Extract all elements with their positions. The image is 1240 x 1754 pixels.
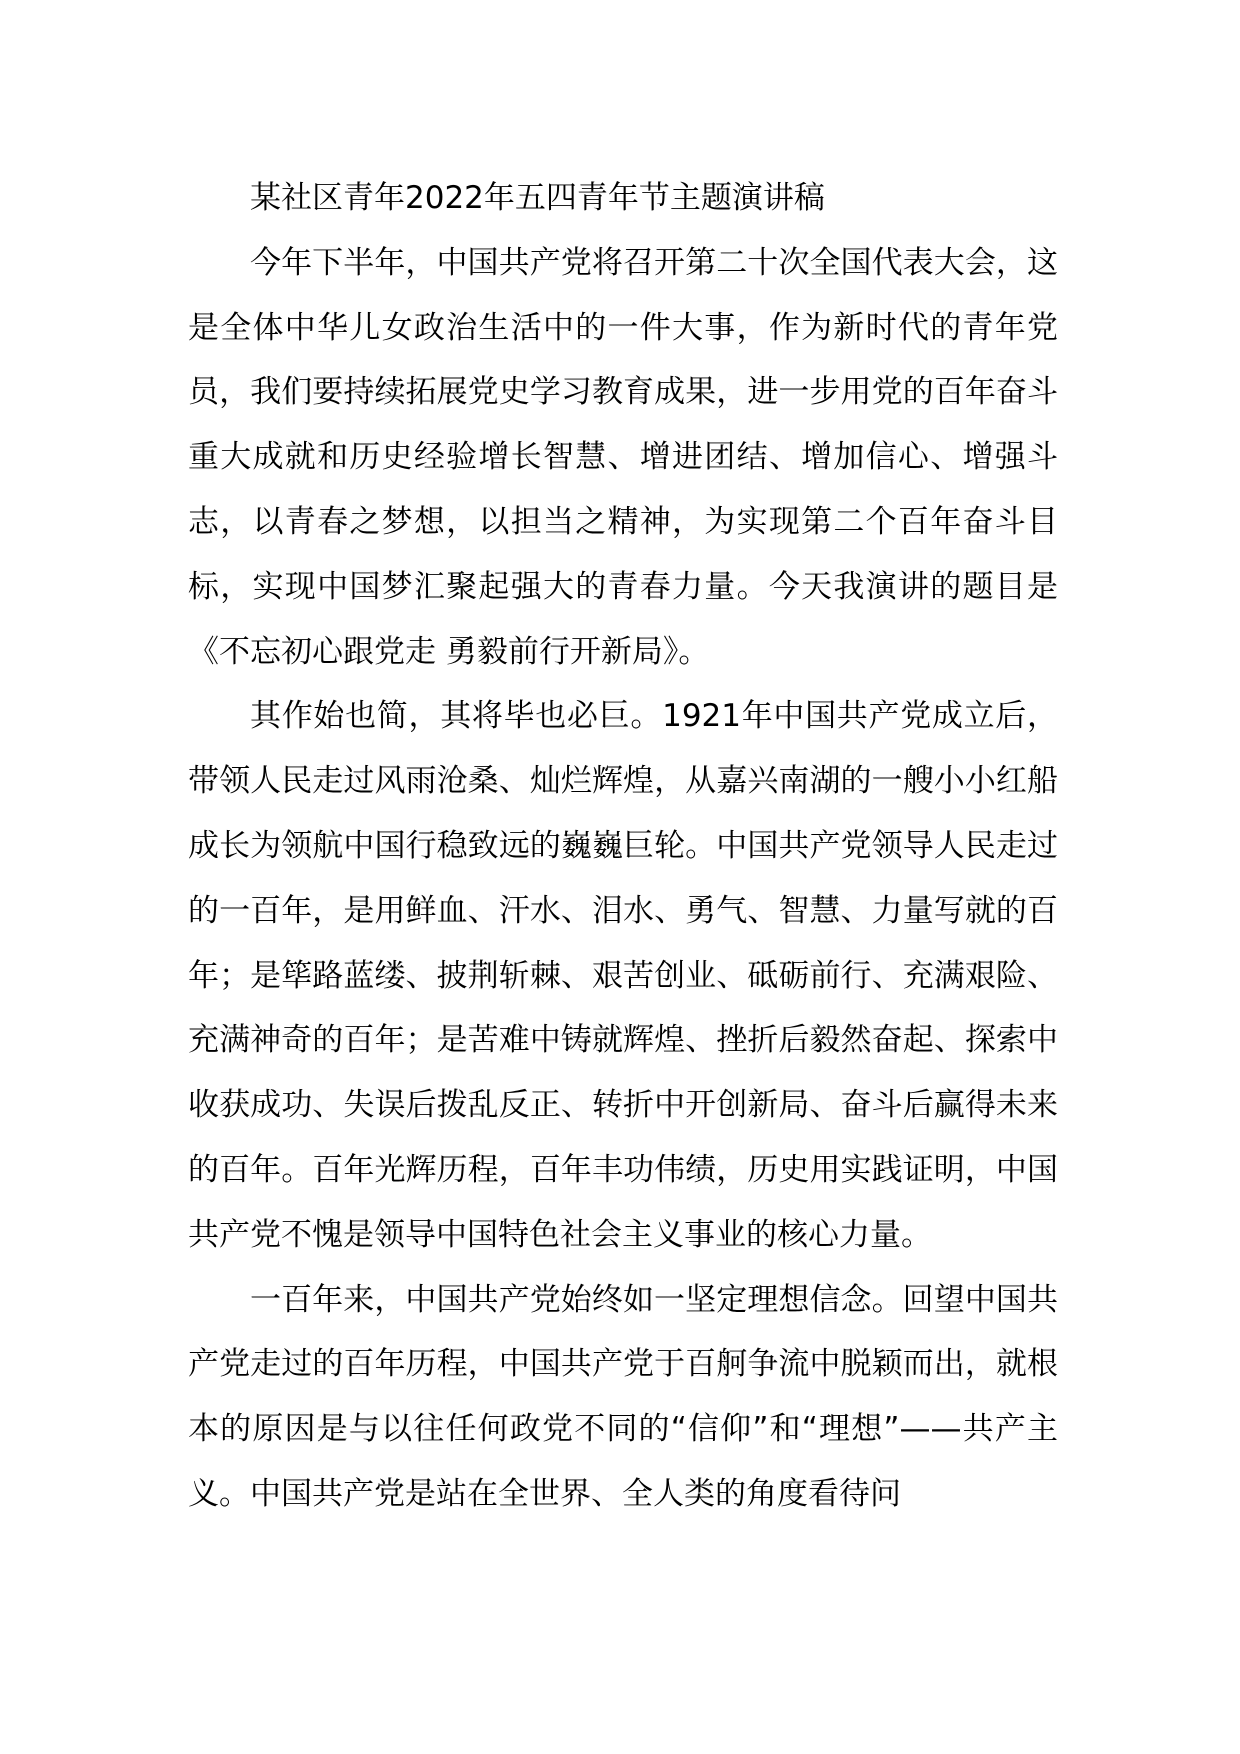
paragraph-history: 其作始也简，其将毕也必巨。1921年中国共产党成立后，带领人民走过风雨沧桑、灿烂辉煌，从嘉兴南湖的一艘小小红船成长为领航中国行稳致远的巍巍巨轮。中国共产党领导人民走过的一百年，是用鲜血、汗水、泪水、勇气、智慧、力量写就的百年；是筚路蓝缕、披荆斩棘、艰苦创业、砥砺前行、充满艰险、充满神奇的百年；是苦难中铸就辉煌、挫折后毅然奋起、探索中收获成功、失误后拨乱反正、转折中开创新局、奋斗后赢得未来的百年。百年光辉历程，百年丰功伟绩，历史用实践证明，中国共产党不愧是领导中国特色社会主义事业的核心力量。 [188, 698, 1058, 1253]
paragraph-ideals: 一百年来，中国共产党始终如一坚定理想信念。回望中国共产党走过的百年历程，中国共产党于百舸争流中脱颖而出，就根本的原因是与以往任何政党不同的“信仰”和“理想”——共产主义。中国共产党是站在全世界、全人类的角度看待问 [188, 1281, 1058, 1512]
document-page [188, 166, 1058, 1527]
paragraph-intro: 今年下半年，中国共产党将召开第二十次全国代表大会，这是全体中华儿女政治生活中的一件大事，作为新时代的青年党员，我们要持续拓展党史学习教育成果，进一步用党的百年奋斗重大成就和历史经验增长智慧、增进团结、增加信心、增强斗志，以青春之梦想，以担当之精神，为实现第二个百年奋斗目标，实现中国梦汇聚起强大的青春力量。今天我演讲的题目是《不忘初心跟党走 勇毅前行开新局》。 [188, 244, 1058, 670]
document-title: 某社区青年2022年五四青年节主题演讲稿 [250, 180, 825, 216]
